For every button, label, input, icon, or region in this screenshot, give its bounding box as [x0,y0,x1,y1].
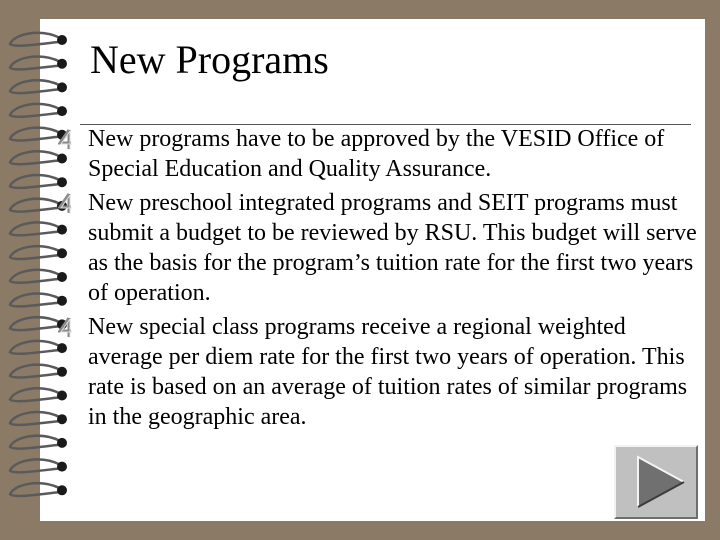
spiral-ring [10,151,60,164]
spiral-ring [10,388,60,401]
spiral-ring [10,436,60,449]
spiral-ring [10,365,60,378]
spiral-ring [10,294,60,307]
binding-hole [57,82,67,92]
bullet-text: New special class programs receive a regional weighted average per diem rate for the first two years of operation. This rate is based on an average of tuition rates of similar programs in the geographic area. [88,314,688,430]
spiral-ring [10,317,60,330]
next-slide-button[interactable] [614,445,698,519]
spiral-ring [10,175,60,188]
bullet-4-icon [58,128,76,150]
slide-title: New Programs [90,37,329,82]
bullet-4-icon [58,192,76,214]
spiral-ring [10,80,60,93]
binding-hole [57,106,67,116]
bullet-item [58,124,698,184]
play-triangle-icon [616,447,696,517]
spiral-ring [10,246,60,259]
bullet-text: New programs have to be approved by the VESID Office of Special Education and Quality Assurance. [88,126,665,182]
binding-hole [57,485,67,495]
spiral-ring [10,483,60,496]
bullet-list [58,124,698,432]
spiral-ring [10,459,60,472]
spiral-ring [10,270,60,283]
bullet-text: New preschool integrated programs and SEIT programs must submit a budget to be reviewed by RSU. This budget will serve as the basis for the program’s tuition rate for the first two years of operation. [88,190,697,306]
binding-hole [57,462,67,472]
binding-hole [57,35,67,45]
binding-hole [57,59,67,69]
spiral-ring [10,104,60,117]
spiral-ring [10,412,60,425]
bullet-item [58,188,698,308]
spiral-ring [10,57,60,70]
bullet-item [58,312,698,432]
spiral-ring [10,128,60,141]
spiral-ring [10,341,60,354]
bullet-4-icon [58,316,76,338]
spiral-ring [10,33,60,46]
spiral-ring [10,199,60,212]
spiral-ring [10,222,60,235]
binding-hole [57,438,67,448]
